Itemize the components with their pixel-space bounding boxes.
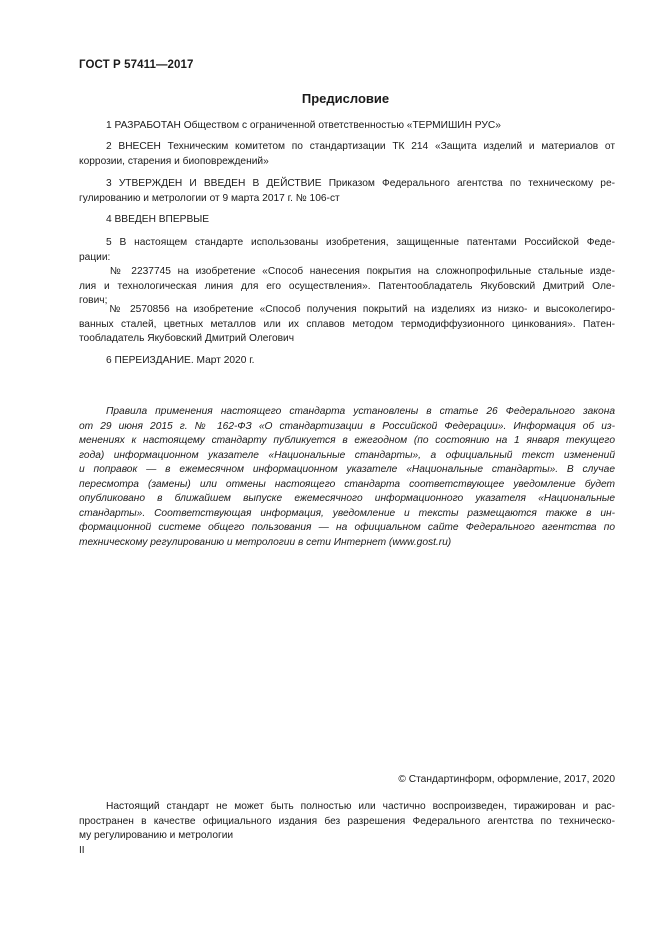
foreword-item-2 <box>79 140 615 169</box>
foreword-line: № 2570856 на изобретение «Способ получения покрытий на изделиях из низко- и высоколегиро- <box>106 304 615 315</box>
foreword-line: гович; <box>79 295 108 306</box>
page-title <box>0 91 661 106</box>
foreword-line: 2 ВНЕСЕН Техническим комитетом по стандартизации ТК 214 «Защита изделий и материалов от <box>106 141 615 152</box>
page-title-text: Предисловие <box>301 91 390 106</box>
patent-2237745 <box>79 265 615 309</box>
notice-line: опубликовано в ближайшем выпуске ежемесячного информационного указателя «Национальные <box>79 493 615 504</box>
rule-line: пространен в качестве официального издания без разрешения Федерального агентства по техническо- <box>79 815 615 827</box>
foreword-line: 3 УТВЕРЖДЕН И ВВЕДЕН В ДЕЙСТВИЕ Приказом Федерального агентства по техническому ре- <box>106 178 615 189</box>
notice-line: менениях к настоящему стандарту публикуется в ежегодном (по состоянию на 1 января текущего <box>79 435 615 446</box>
notice-line: года) информационном указателе «Национальные стандарты», а официальный текст изменений <box>79 449 615 461</box>
foreword-item-1 <box>79 119 615 134</box>
foreword-line: 4 ВВЕДЕН ВПЕРВЫЕ <box>106 214 210 225</box>
foreword-item-4 <box>79 213 615 228</box>
notice-line: техническому регулированию и метрологии в сети Интернет (www.gost.ru) <box>79 536 452 548</box>
notice-line: и поправок — в ежемесячном информационном указателе «Национальные стандарты». В случае <box>79 464 615 475</box>
foreword-item-5 <box>79 236 615 265</box>
foreword-line: 5 В настоящем стандарте использованы изобретения, защищенные патентами Российской Феде- <box>106 237 615 248</box>
foreword-line: рации: <box>79 251 111 263</box>
notice-line: Правила применения настоящего стандарта установлены в статье 26 Федерального закона <box>106 406 615 417</box>
rule-line: му регулированию и метрологии <box>79 830 234 841</box>
foreword-line: ванных сталей, цветных металлов или их сплавов методом термодиффузионного цинкования». Патен- <box>79 318 615 330</box>
notice-line: пересмотра (замены) или отмены настоящего стандарта соответствующее уведомление будет <box>79 478 615 490</box>
reproduction-notice <box>79 800 615 844</box>
standard-code: ГОСТ Р 57411—2017 <box>79 59 194 71</box>
foreword-line: 6 ПЕРЕИЗДАНИЕ. Март 2020 г. <box>106 355 255 366</box>
foreword-line: лия и технологическая линия для его осуществления». Патентообладатель Якубовский Дмитрий Оле- <box>79 280 615 292</box>
foreword-line: 1 РАЗРАБОТАН Обществом с ограниченной ответственностью «ТЕРМИШИН РУС» <box>106 120 501 131</box>
foreword-item-3 <box>79 177 615 206</box>
notice-line: от 29 июня 2015 г. № 162-ФЗ «О стандартизации в Российской Федерации». Информация об из- <box>79 420 615 432</box>
notice-line: формационной системе общего пользования — на официальном сайте Федерального агентства по <box>79 522 615 533</box>
foreword-line: № 2237745 на изобретение «Способ нанесения покрытия на сложнопрофильные стальные изде- <box>106 266 615 277</box>
patent-2570856 <box>79 303 615 347</box>
foreword-line: коррозии, старения и биоповреждений» <box>79 155 269 167</box>
rule-line: Настоящий стандарт не может быть полностью или частично воспроизведен, тиражирован и рас- <box>106 801 615 812</box>
application-rules-notice <box>79 405 615 550</box>
foreword-line: тообладатель Якубовский Дмитрий Олегович <box>79 333 295 344</box>
foreword-item-6 <box>79 354 615 369</box>
notice-line: стандарты». Соответствующая информация, уведомление и тексты размещаются также в ин- <box>79 507 615 519</box>
page-number: II <box>79 845 85 856</box>
foreword-line: гулированию и метрологии от 9 марта 2017 г. № 106-ст <box>79 192 340 204</box>
copyright-notice: © Стандартинформ, оформление, 2017, 2020 <box>398 774 615 785</box>
